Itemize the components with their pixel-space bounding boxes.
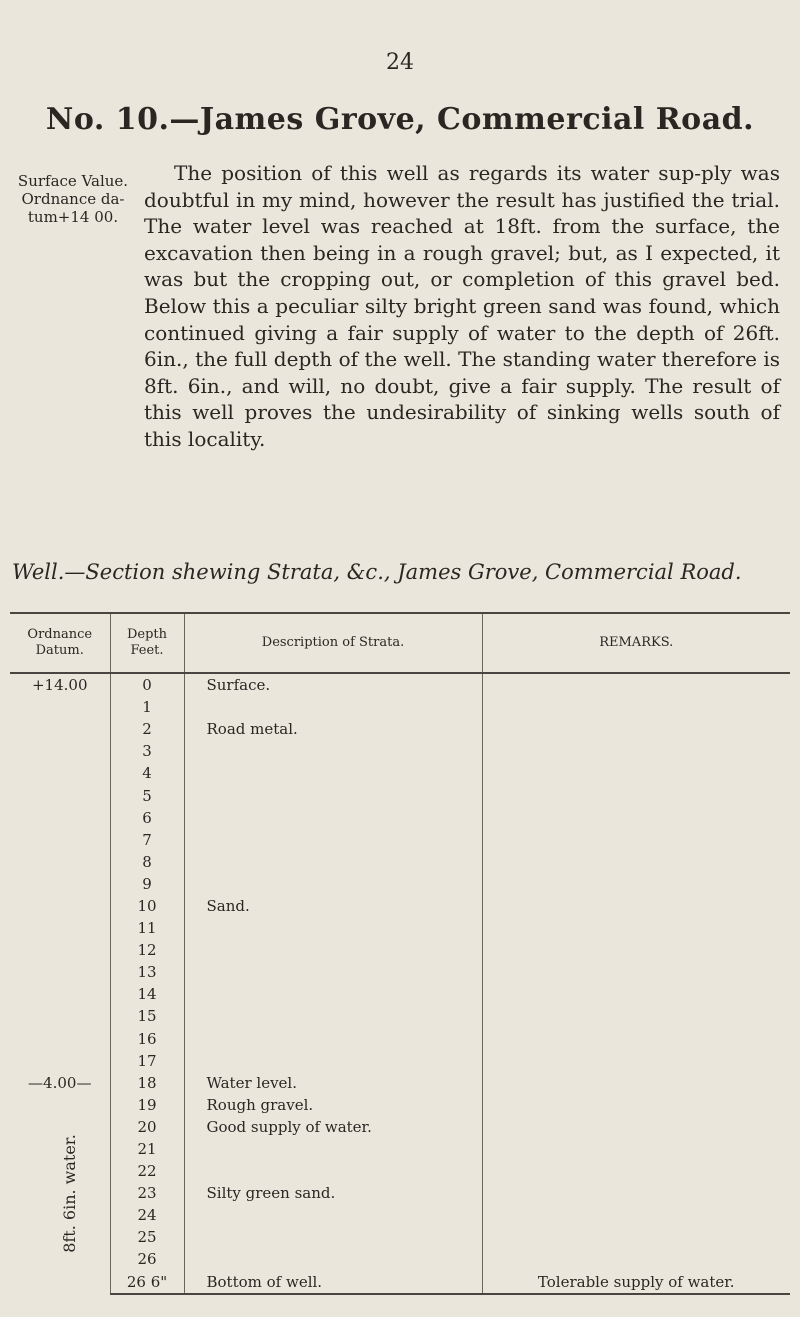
remarks-cell <box>482 1138 790 1160</box>
remarks-cell <box>482 1005 790 1027</box>
description-cell <box>184 1028 482 1050</box>
remarks-cell <box>482 1072 790 1094</box>
remarks-cell <box>482 851 790 873</box>
depth-cell: 2 <box>110 718 184 740</box>
datum-cell <box>10 917 110 939</box>
depth-cell: 17 <box>110 1050 184 1072</box>
table-row <box>10 1182 790 1204</box>
datum-cell <box>10 873 110 895</box>
depth-cell: 22 <box>110 1160 184 1182</box>
datum-cell <box>10 718 110 740</box>
remarks-cell <box>482 1094 790 1116</box>
depth-cell: 14 <box>110 983 184 1005</box>
remarks-cell <box>482 718 790 740</box>
datum-cell: +14.00 <box>10 673 110 696</box>
margin-note-line: Surface Value. <box>17 172 129 190</box>
depth-cell: 18 <box>110 1072 184 1094</box>
description-cell <box>184 807 482 829</box>
table-row <box>10 961 790 983</box>
header-remarks: REMARKS. <box>482 613 790 673</box>
depth-cell: 1 <box>110 696 184 718</box>
description-cell <box>184 740 482 762</box>
table-row <box>10 829 790 851</box>
page-heading: No. 10.—James Grove, Commercial Road. <box>45 102 755 137</box>
description-cell <box>184 1138 482 1160</box>
depth-cell: 23 <box>110 1182 184 1204</box>
description-cell <box>184 917 482 939</box>
remarks-cell <box>482 1226 790 1248</box>
description-cell <box>184 983 482 1005</box>
depth-cell: 20 <box>110 1116 184 1138</box>
remarks-cell <box>482 1028 790 1050</box>
table-row <box>10 784 790 806</box>
depth-cell: 3 <box>110 740 184 762</box>
depth-cell: 4 <box>110 762 184 784</box>
depth-cell: 11 <box>110 917 184 939</box>
datum-cell <box>10 1005 110 1027</box>
table-row <box>10 983 790 1005</box>
description-cell <box>184 1204 482 1226</box>
table-row <box>10 1248 790 1270</box>
datum-cell <box>10 740 110 762</box>
table-row <box>10 673 790 696</box>
table-row <box>10 696 790 718</box>
table-row <box>10 939 790 961</box>
depth-cell: 26 <box>110 1248 184 1270</box>
table-row <box>10 718 790 740</box>
datum-cell <box>10 961 110 983</box>
margin-note <box>8 172 138 226</box>
description-cell <box>184 851 482 873</box>
body-text <box>144 160 780 453</box>
datum-cell <box>10 1050 110 1072</box>
datum-cell: —4.00— <box>10 1072 110 1094</box>
description-cell <box>184 1005 482 1027</box>
remarks-cell <box>482 740 790 762</box>
remarks-cell <box>482 784 790 806</box>
remarks-cell <box>482 873 790 895</box>
table-row <box>10 1005 790 1027</box>
margin-note-line: Ordnance da- <box>21 190 125 208</box>
paragraph: The position of this well as regards its water sup-ply was doubtful in my mind, however the result has justified the trial. The water level was reached at 18ft. from the surface, the excavation then being in a rough gravel; but, as I expected, it was but the cropping out, or completion of this gravel bed. Below this a peculiar silty bright green sand was found, which continued giving a fair supply of water to the depth of 26ft. 6in., the full depth of the well. The standing water therefore is 8ft. 6in., and will, no doubt, give a fair supply. The result of this well proves the undesirability of sinking wells south of this locality. <box>144 161 780 451</box>
table-row <box>10 740 790 762</box>
table-row <box>10 1116 790 1138</box>
remarks-cell <box>482 1050 790 1072</box>
header-ordnance-datum: Ordnance Datum. <box>10 613 110 673</box>
depth-cell: 19 <box>110 1094 184 1116</box>
description-cell <box>184 784 482 806</box>
table-row <box>10 917 790 939</box>
depth-cell: 15 <box>110 1005 184 1027</box>
table-row <box>10 1094 790 1116</box>
depth-cell: 0 <box>110 673 184 696</box>
remarks-cell <box>482 673 790 696</box>
depth-cell: 12 <box>110 939 184 961</box>
remarks-cell <box>482 1160 790 1182</box>
datum-cell <box>10 939 110 961</box>
description-cell <box>184 1226 482 1248</box>
remarks-cell <box>482 939 790 961</box>
strata-body <box>10 673 790 1294</box>
datum-cell <box>10 851 110 873</box>
datum-cell <box>10 895 110 917</box>
table-row <box>10 1138 790 1160</box>
table-row <box>10 1271 790 1294</box>
remarks-cell <box>482 1116 790 1138</box>
description-cell <box>184 961 482 983</box>
datum-cell <box>10 983 110 1005</box>
margin-note-line: tum+14 00. <box>27 208 119 226</box>
remarks-cell <box>482 917 790 939</box>
depth-cell: 10 <box>110 895 184 917</box>
remarks-cell <box>482 961 790 983</box>
description-cell <box>184 939 482 961</box>
table-row <box>10 1028 790 1050</box>
datum-cell <box>10 762 110 784</box>
depth-cell: 5 <box>110 784 184 806</box>
remarks-cell <box>482 1204 790 1226</box>
datum-cell <box>10 784 110 806</box>
table-row <box>10 873 790 895</box>
datum-cell <box>10 696 110 718</box>
depth-cell: 9 <box>110 873 184 895</box>
page-number: 24 <box>386 50 414 75</box>
description-cell: Silty green sand. <box>184 1182 482 1204</box>
depth-cell: 13 <box>110 961 184 983</box>
description-cell: Road metal. <box>184 718 482 740</box>
table-row <box>10 851 790 873</box>
table-row <box>10 1160 790 1182</box>
description-cell <box>184 696 482 718</box>
description-cell <box>184 1050 482 1072</box>
depth-cell: 8 <box>110 851 184 873</box>
table-row <box>10 807 790 829</box>
description-cell: Surface. <box>184 673 482 696</box>
table-row <box>10 762 790 784</box>
depth-cell: 26 6" <box>110 1271 184 1294</box>
remarks-cell <box>482 895 790 917</box>
remarks-cell <box>482 983 790 1005</box>
remarks-cell <box>482 829 790 851</box>
header-description: Description of Strata. <box>184 613 482 673</box>
description-cell: Sand. <box>184 895 482 917</box>
table-row <box>10 1050 790 1072</box>
description-cell <box>184 762 482 784</box>
remarks-cell <box>482 807 790 829</box>
depth-cell: 21 <box>110 1138 184 1160</box>
datum-cell <box>10 1028 110 1050</box>
table-row <box>10 895 790 917</box>
description-cell <box>184 873 482 895</box>
description-cell <box>184 1160 482 1182</box>
depth-cell: 7 <box>110 829 184 851</box>
datum-cell <box>10 829 110 851</box>
table-row <box>10 1072 790 1094</box>
description-cell <box>184 1248 482 1270</box>
description-cell: Rough gravel. <box>184 1094 482 1116</box>
description-cell: Bottom of well. <box>184 1271 482 1294</box>
section-caption: Well.—Section shewing Strata, &c., James Grove, Commercial Road. <box>12 560 742 584</box>
remarks-cell <box>482 1248 790 1270</box>
depth-cell: 6 <box>110 807 184 829</box>
remarks-cell <box>482 762 790 784</box>
table-header-row <box>10 613 790 673</box>
datum-cell <box>10 807 110 829</box>
depth-cell: 25 <box>110 1226 184 1248</box>
table-row <box>10 1226 790 1248</box>
remarks-cell <box>482 696 790 718</box>
description-cell: Good supply of water. <box>184 1116 482 1138</box>
strata-table <box>10 612 790 1295</box>
header-depth-feet: Depth Feet. <box>110 613 184 673</box>
depth-cell: 16 <box>110 1028 184 1050</box>
standing-water-cell <box>10 1094 110 1294</box>
remarks-cell: Tolerable supply of water. <box>482 1271 790 1294</box>
standing-water-label: 8ft. 6in. water. <box>59 1134 79 1253</box>
depth-cell: 24 <box>110 1204 184 1226</box>
table-row <box>10 1204 790 1226</box>
description-cell: Water level. <box>184 1072 482 1094</box>
remarks-cell <box>482 1182 790 1204</box>
description-cell <box>184 829 482 851</box>
